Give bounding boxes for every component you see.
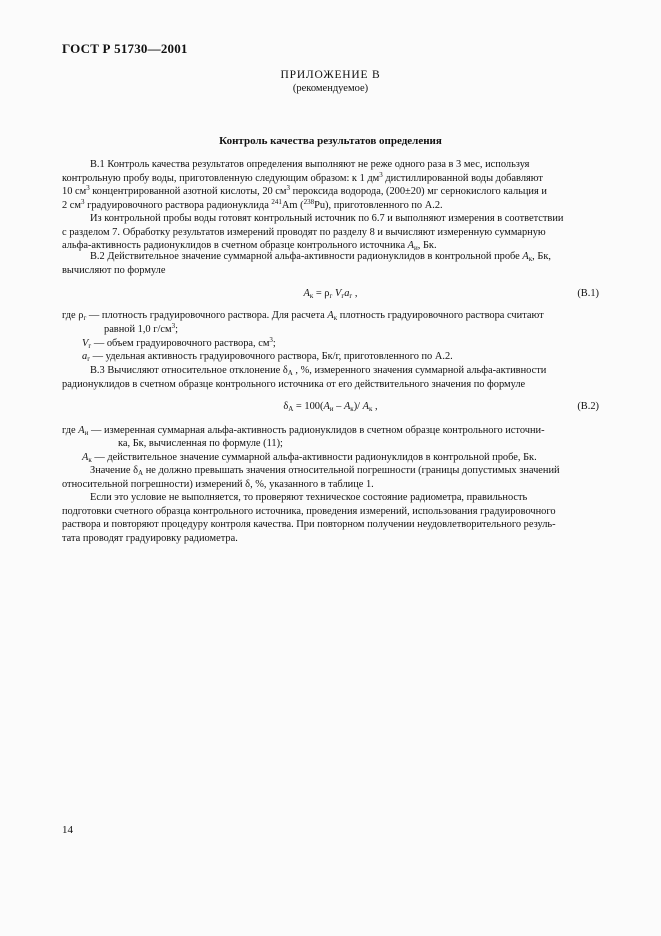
paragraph-b2 — [62, 250, 599, 277]
formula-expression: $\delta_A = 100(A_и - A_к)/$ $A_к$ , — [283, 401, 378, 413]
page-number: 14 — [62, 824, 73, 836]
formula-b2 — [62, 401, 599, 415]
where-line: $a_г$ — удельная активность градуировочного раствора, Бк/г, приготовленного по А.2. — [82, 351, 453, 363]
text-line: В.3 Вычисляют относительное отклонение $\delta_A$ , %, измеренного значения суммарной альфа-активности — [90, 365, 547, 377]
paragraph-b3-2 — [62, 464, 599, 491]
text-line: 2 $см^3$ градуировочного раствора радионуклида $^{241}$Am ($^{238}$Pu), приготовленного по А.2. — [62, 197, 443, 211]
text-line: Из контрольной пробы воды готовят контрольный источник по 6.7 и выполняют измерения в соответствии — [90, 213, 564, 224]
text-line: 10 $см^3$ концентрированной азотной кислоты, 20 $см^3$ пероксида водорода, (200±20) мг сернокислого кальция и — [62, 184, 547, 198]
section-title: Контроль качества результатов определения — [219, 135, 442, 147]
text-line: вычисляют по формуле — [62, 264, 166, 276]
where-line: ка, Бк, вычисленная по формуле (11); — [118, 438, 283, 449]
text-line: контрольную пробу воды, приготовленную следующим образом: к 1 $дм^3$ дистиллированной воды добавляют — [62, 170, 543, 184]
text-line: В.1 Контроль качества результатов определения выполняют не реже одного раза в 3 мес, используя — [90, 159, 530, 170]
text-line: раствора и повторяют процедуру контроля качества. При повторном получении неудовлетворительного резуль- — [62, 519, 556, 531]
appendix-title: ПРИЛОЖЕНИЕ В — [280, 69, 381, 81]
text-line: с разделом 7. Обработку результатов измерений проводят по разделу 8 и вычисляют измеренную суммарную — [62, 226, 546, 238]
text-line: Если это условие не выполняется, то проверяют техническое состояние радиометра, правильность — [90, 492, 528, 503]
text-line: относительной погрешности) измерений δ, %, указанного в таблице 1. — [62, 478, 374, 490]
paragraph-b1 — [62, 158, 599, 212]
text-line: подготовки счетного образца контрольного источника, проведения измерений, использования градуировочного — [62, 505, 556, 517]
formula-number: (В.2) — [577, 401, 599, 412]
document-header: ГОСТ Р 51730—2001 — [62, 41, 188, 56]
where-line: где $A_и$ — измеренная суммарная альфа-активность радионуклидов в счетном образце контрольного источни- — [62, 425, 545, 437]
text-line: альфа-активность радионуклидов в счетном образце контрольного источника $A_и$, Бк. — [62, 240, 437, 253]
paragraph-b1-2 — [62, 212, 599, 253]
text-line: Значение $\delta_A$ не должно превышать значения относительной погрешности (границы допустимых значений — [90, 465, 560, 477]
where-line: равной 1,0 $г/см^3$; — [104, 322, 178, 335]
paragraph-b3-3 — [62, 491, 599, 545]
where-line: $A_к$ — действительное значение суммарной альфа-активности радионуклидов в контрольной пробе, Бк. — [82, 452, 537, 464]
text-line: радионуклидов в счетном образце контрольного источника от его действительного значения по формуле — [62, 378, 526, 390]
where-line: где $\rho_г$ — плотность градуировочного раствора. Для расчета $A_к$ плотность градуировочного раствора считают — [62, 310, 544, 322]
paragraph-b3 — [62, 364, 599, 391]
text-line: тата проводят градуировку радиометра. — [62, 532, 238, 544]
text-line: В.2 Действительное значение суммарной альфа-активности радионуклидов в контрольной пробе $A_к$, Бк, — [90, 251, 551, 263]
appendix-subtitle: (рекомендуемое) — [292, 83, 369, 94]
formula-b1 — [62, 288, 599, 302]
formula-number: (В.1) — [577, 288, 599, 299]
where-line: $V_г$ — объем градуировочного раствора, $см^3$; — [82, 336, 276, 350]
formula-expression: $A_к = \rho_г$ $V_гa_г$ , — [303, 288, 358, 300]
